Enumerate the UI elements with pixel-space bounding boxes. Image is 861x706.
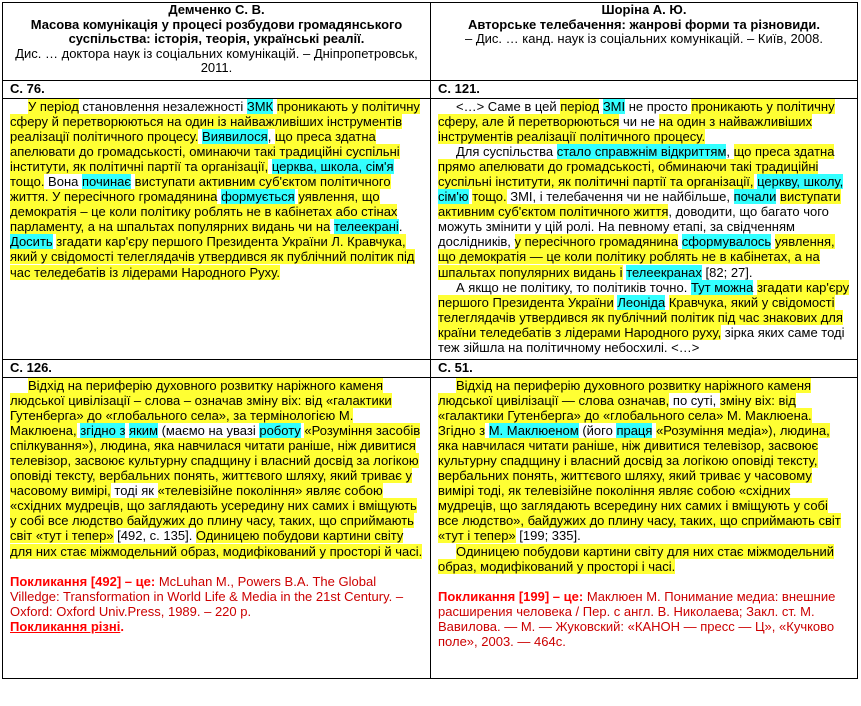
header-row	[3, 3, 858, 81]
right-page-1: С. 121.	[431, 81, 858, 99]
left-paragraph-2: Відхід на периферію духовного розвитку наріжного каменя людської цивілізації – слова – означав зміну віх: від «галактики Гутенберга» до «глобального села», за термінологією М. Маклюена, згідно з яким (маємо на увазі роботу «Розуміння засобів спілкування»), людина, яка навчилася читати раніше, ніж дивитися телевізор, засвоює культурну спадщину і власний досвід за логікою оповіді тексту, вербальних понять, життєвого шляху, який триває у часовому вимірі, тоді як «телевізійне покоління» являє собою «східних мудреців, що заглядають усередину них самих і вміщують у собі все людство байдужих до плину часу, таких, що сприймають світ «тут і тепер» [492, с. 135]. Одиницею побудови картини світу для них стає міжмодельний образ, модифікований у просторі й часі.	[10, 378, 423, 559]
left-ref-text: McLuhan M., Powers B.A. The Global Villedge: Transformation in World Life & Media in the 21st Century. – Oxford: Oxford Univ.Press, 1989. – 220 p.	[10, 573, 404, 619]
page-row-2	[3, 360, 858, 378]
right-text-2	[431, 378, 858, 679]
text-row-2	[3, 378, 858, 679]
right-reference	[438, 589, 850, 649]
left-meta: Дис. … доктора наук із соціальних комунікацій. – Дніпропетровськ, 2011.	[15, 45, 418, 75]
left-ref-note: Покликання різні	[10, 618, 121, 634]
right-paragraph-1: <…> Саме в цей період ЗМІ не просто проникають у політичну сферу, але й перетворюються чи не на один з найважливіших інструментів реалізації політичного процесу.	[438, 99, 835, 145]
right-title: Авторське телебачення: жанрові форми та різновиди.	[467, 16, 821, 32]
right-paragraph-2: Для суспільства стало справжнім відкриттям, що преса здатна прямо апелювати до громадськості, обминаючи такі традиційні суспільні інститути, як політичні партії та організації, церкву, школу, сім'ю тощо. ЗМІ, і телебачення чи не найбільше, почали виступати активним суб'єктом політичного життя, доводити, що багато чого можуть змінити у цій ролі. На певному етапі, за свідченням дослідників, у пересічного громадянина сформувалось уявлення, що демократія — це коли політику роблять не в кабінетах, а на шпальтах популярних видань і телеекранах [82; 27].	[438, 144, 844, 280]
left-author: Демченко С. В.	[168, 2, 265, 17]
right-paragraph-4: Відхід на периферію духовного розвитку наріжного каменя людської цивілізації — слова означав, по суті, зміну віх: від «галактики Гутенберга» до «глобального села» М. Маклюена. Згідно з М. Маклюеном (його праця «Розуміння медіа»), людина, яка навчилася читати раніше, ніж дивитися телевізор, засвоює культурну спадщину і власний досвід за логікою оповіді тексту, вербальних понять, життєвого шляху, який триває у часовому вимірі тоді, як телевізійне покоління являє собою «східних мудреців, що заглядають всередину них самих і вміщують у собі все людство», байдужих до плину часу, таких, що сприймають світ «тут і тепер» [199; 335].	[438, 378, 841, 544]
left-page-2: С. 126.	[3, 360, 431, 378]
right-page-2: С. 51.	[431, 360, 858, 378]
left-title: Масова комунікація у процесі розбудови громадянського суспільства: історія, теорія, українські реалії.	[30, 16, 403, 46]
right-author: Шоріна А. Ю.	[601, 2, 687, 17]
right-text-1	[431, 99, 858, 360]
left-text-1	[3, 99, 431, 360]
right-header	[431, 3, 858, 81]
left-page-1: С. 76.	[3, 81, 431, 99]
left-paragraph: У період становлення незалежності ЗМК проникають у політичну сферу й перетворюються на один із найважливіших інструментів реалізації політичного процесу. Виявилося, що преса здатна апелювати до громадськості, оминаючи такі традиційні суспільні інститути, як політичні партії та організації, церква, школа, сім'я тощо. Вона починає виступати активним суб'єктом політичного життя. У пересічного громадянина формується уявлення, що демократія – це коли політику роблять не в кабінетах або стінах парламенту, а на шпальтах популярних видань чи на телеекрані. Досить згадати кар'єру першого Президента України Л. Кравчука, який у свідомості телеглядачів утвердився як публічний політик під час теледебатів із лідерами Народного Руху.	[10, 99, 420, 280]
right-paragraph-5: Одиницею побудови картини світу для них стає міжмодельний образ, модифікований у просторі і часі.	[438, 543, 835, 574]
right-ref-label: Покликання [199] – це:	[438, 588, 584, 604]
right-paragraph-3: А якщо не політику, то політиків точно. Тут можна згадати кар'єру першого Президента України Леоніда Кравчука, який у свідомості телеглядачів утвердився як публічний політик під час знакових для країни теледебатів з лідерами Народного руху, зірка яких саме тоді теж зійшла на політичному небосхилі. <…>	[438, 279, 850, 355]
right-meta: – Дис. … канд. наук із соціальних комунікацій. – Київ, 2008.	[465, 31, 823, 46]
page-row-1	[3, 81, 858, 99]
comparison-table	[2, 2, 858, 679]
right-ref-text: Маклюен М. Понимание медиа: внешние расширения человека / Пер. с англ. В. Николаева; Закл. ст. М. Вавилова. — М. — Жуковский: «КАНОН — пресс — Ц», «Кучково поле», 2003. — 464с.	[438, 588, 836, 649]
left-text-2	[3, 378, 431, 679]
left-reference: Покликання [492] – це: McLuhan M., Powers B.A. The Global Villedge: Transformation in World Life & Media in the 21st Century. – Oxford: Oxford Univ.Press, 1989. – 220 p. Покликання різні.	[10, 573, 404, 634]
left-ref-label: Покликання [492] – це:	[10, 573, 156, 589]
left-header	[3, 3, 431, 81]
text-row-1	[3, 99, 858, 360]
